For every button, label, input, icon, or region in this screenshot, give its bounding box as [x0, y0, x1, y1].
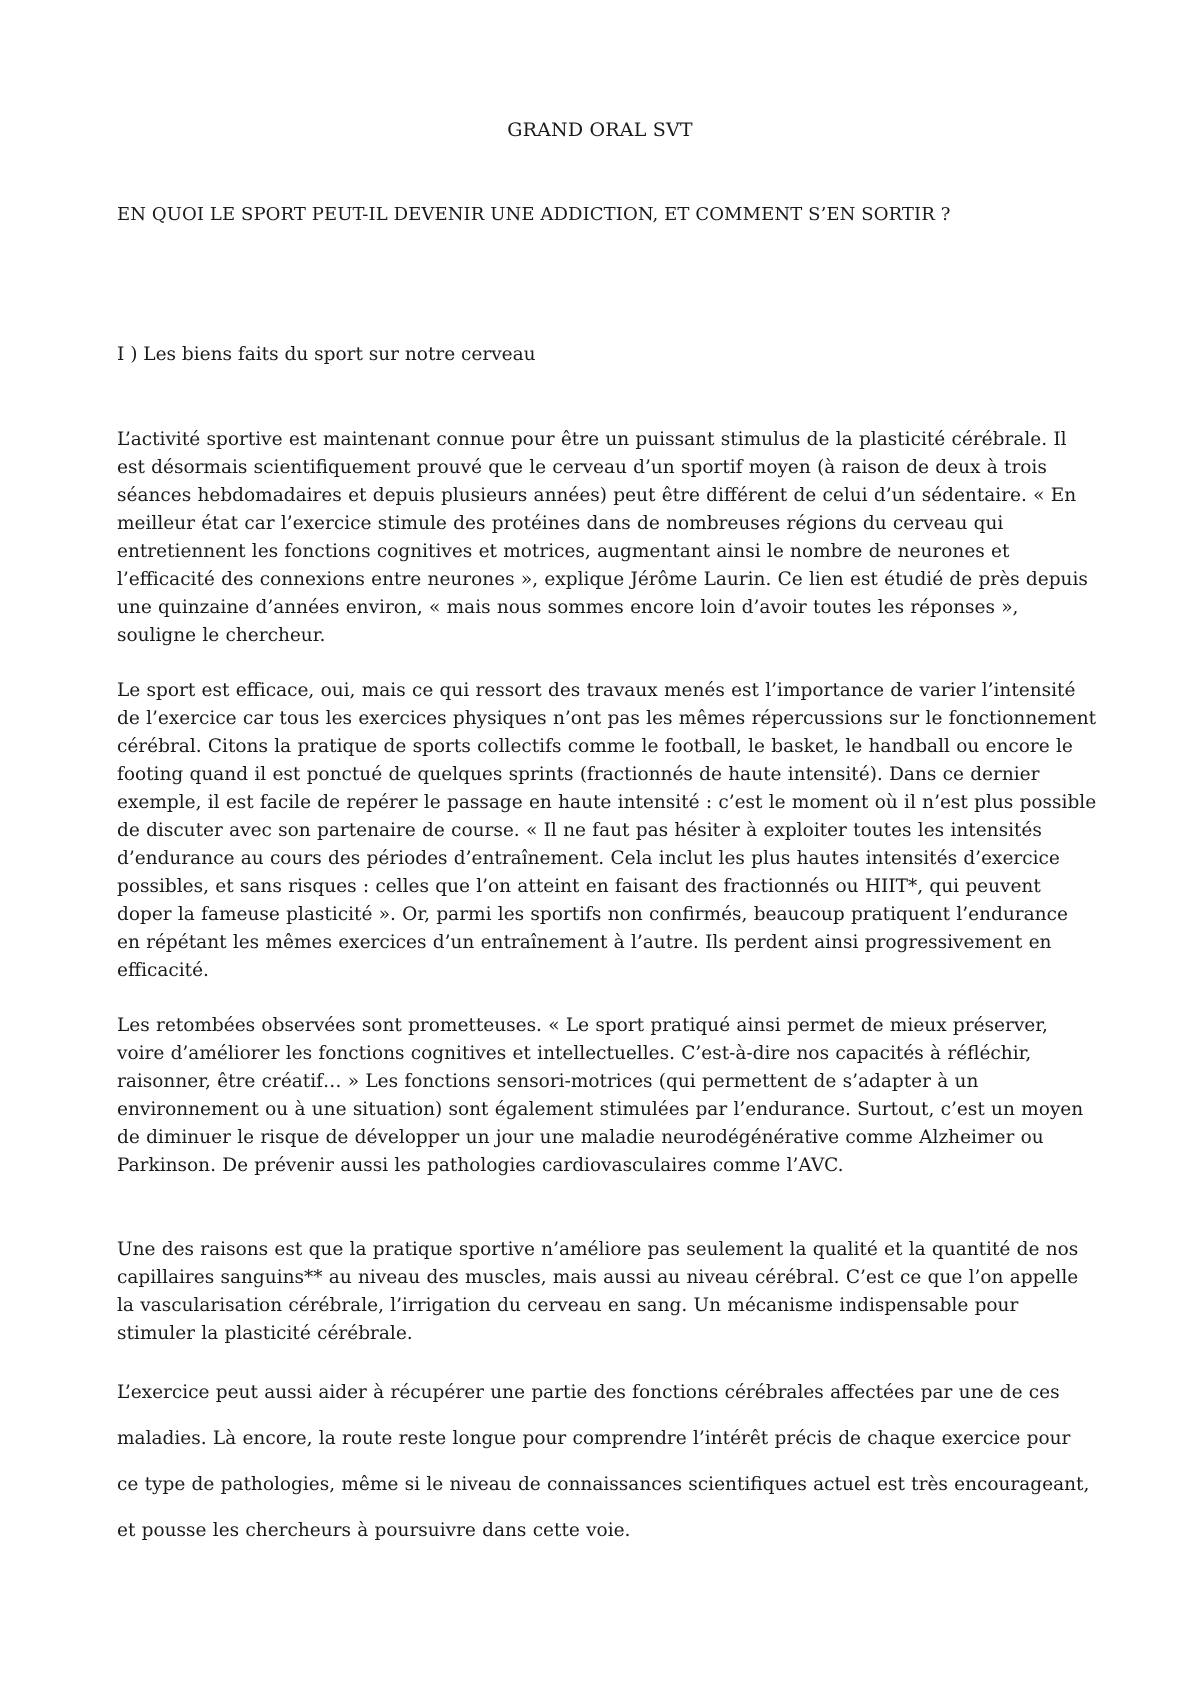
paragraph-5: L’exercice peut aussi aider à récupérer une partie des fonctions cérébrales affectées par une de ces maladies. Là encore, la route reste longue pour comprendre l’intérêt précis de chaque exercice pour ce type de pathologies, même si le niveau de connaissances scientifiques actuel est très encourageant, et pousse les chercheurs à poursuivre dans cette voie.: [117, 1382, 1090, 1541]
paragraph-2: Le sport est efficace, oui, mais ce qui ressort des travaux menés est l’importance de varier l’intensité de l’exercice car tous les exercices physiques n’ont pas les mêmes répercussions sur le fonctionnement cérébral. Citons la pratique de sports collectifs comme le football, le basket, le handball ou encore le footing quand il est ponctué de quelques sprints (fractionnés de haute intensité). Dans ce dernier exemple, il est facile de repérer le passage en haute intensité : c’est le moment où il n’est plus possible de discuter avec son partenaire de course. « Il ne faut pas hésiter à exploiter toutes les intensités d’endurance au cours des périodes d’entraînement. Cela inclut les plus hautes intensités d’exercice possibles, et sans risques : celles que l’on atteint en faisant des fractionnés ou HIIT*, qui peuvent doper la fameuse plasticité ». Or, parmi les sportifs non confirmés, beaucoup pratiquent l’endurance en répétant les mêmes exercices d’un entraînement à l’autre. Ils perdent ainsi progressivement en efficacité.: [117, 680, 1097, 981]
paragraph-3: Les retombées observées sont prometteuses. « Le sport pratiqué ainsi permet de mieux préserver, voire d’améliorer les fonctions cognitives et intellectuelles. C’est-à-dire nos capacités à réfléchir, raisonner, être créatif… » Les fonctions sensori-motrices (qui permettent de s’adapter à un environnement ou à une situation) sont également stimulées par l’endurance. Surtout, c’est un moyen de diminuer le risque de développer un jour une maladie neurodégénérative comme Alzheimer ou Parkinson. De prévenir aussi les pathologies cardiovasculaires comme l’AVC.: [117, 1015, 1084, 1176]
section-heading: I ) Les biens faits du sport sur notre cerveau: [117, 344, 536, 365]
paragraph-1: L’activité sportive est maintenant connue pour être un puissant stimulus de la plasticité cérébrale. Il est désormais scientifiquement prouvé que le cerveau d’un sportif moyen (à raison de deux à trois séances hebdomadaires et depuis plusieurs années) peut être différent de celui d’un sédentaire. « En meilleur état car l’exercice stimule des protéines dans de nombreuses régions du cerveau qui entretiennent les fonctions cognitives et motrices, augmentant ainsi le nombre de neurones et l’efficacité des connexions entre neurones », explique Jérôme Laurin. Ce lien est étudié de près depuis une quinzaine d’années environ, « mais nous sommes encore loin d’avoir toutes les réponses », souligne le chercheur.: [117, 429, 1088, 646]
document-title: GRAND ORAL SVT: [507, 119, 693, 141]
paragraph-4: Une des raisons est que la pratique sportive n’améliore pas seulement la qualité et la quantité de nos capillaires sanguins** au niveau des muscles, mais aussi au niveau cérébral. C’est ce que l’on appelle la vascularisation cérébrale, l’irrigation du cerveau en sang. Un mécanisme indispensable pour stimuler la plasticité cérébrale.: [117, 1239, 1079, 1344]
document-subtitle: EN QUOI LE SPORT PEUT-IL DEVENIR UNE ADDICTION, ET COMMENT S’EN SORTIR ?: [117, 204, 951, 225]
